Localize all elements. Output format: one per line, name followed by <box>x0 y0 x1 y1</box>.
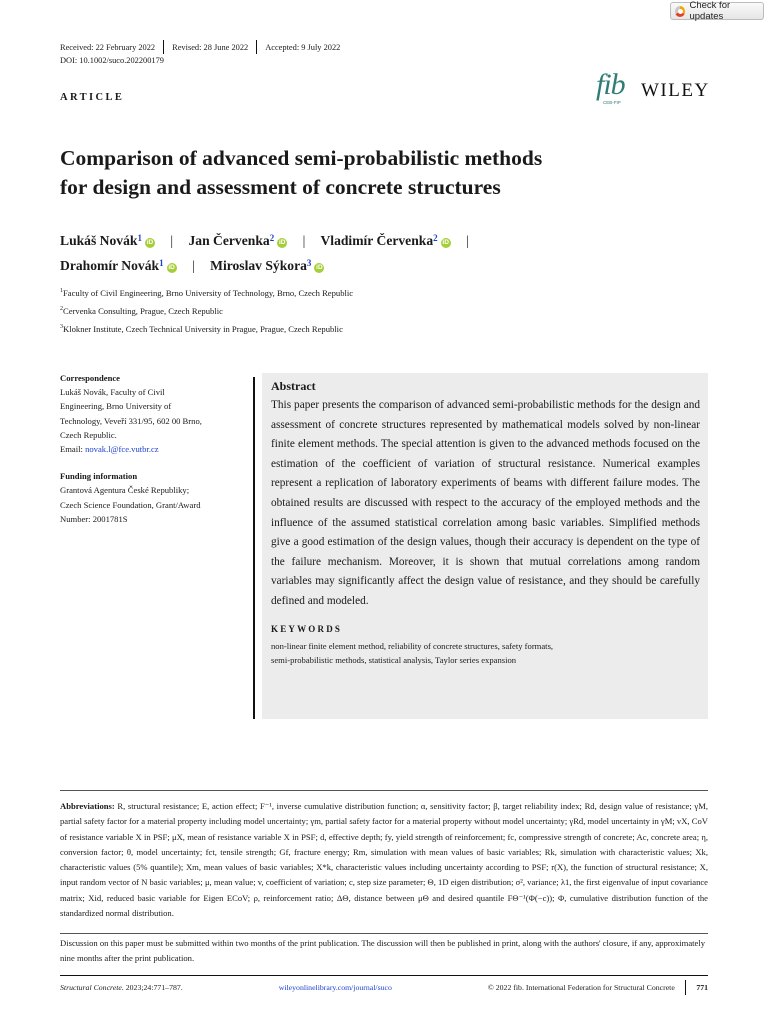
citation: Structural Concrete. 2023;24:771–787. <box>60 983 183 992</box>
journal-link[interactable]: wileyonlinelibrary.com/journal/suco <box>278 983 392 992</box>
footer-rule <box>60 975 708 976</box>
title-line: Comparison of advanced semi-probabilistic methods <box>60 146 543 170</box>
author[interactable]: Drahomír Novák$^1$ <box>60 258 164 273</box>
article-type: ARTICLE <box>60 92 125 103</box>
abstract-box <box>262 373 708 719</box>
abstract-heading: Abstract <box>271 379 316 393</box>
affiliation: $^2$Cervenka Consulting, Prague, Czech Republic <box>60 306 223 316</box>
paper-title <box>60 144 700 202</box>
funding-line: Grantová Agentura České Republiky; <box>60 485 190 496</box>
discussion-note: Discussion on this paper must be submitted within two months of the print publication. The discussion will then be published in print, along with the authors' closure, if any, approximately nine months after the print publication. <box>60 938 706 964</box>
orcid-icon[interactable]: iD <box>278 239 286 246</box>
affiliation: $^1$Faculty of Civil Engineering, Brno University of Technology, Brno, Czech Republic <box>60 288 354 298</box>
divider <box>60 933 708 934</box>
author-separator: | <box>466 233 469 248</box>
author[interactable]: Miroslav Sýkora$^3$ <box>210 258 312 273</box>
title-line: for design and assessment of concrete structures <box>60 175 501 199</box>
correspondence-heading: Correspondence <box>60 373 120 383</box>
divider <box>60 790 708 791</box>
article-dates <box>60 40 340 54</box>
funding-line: Czech Science Foundation, Grant/Award <box>60 499 201 510</box>
divider <box>163 40 164 54</box>
orcid-icon[interactable]: iD <box>442 239 449 246</box>
correspondence-line: Czech Republic. <box>60 429 117 440</box>
sidebar-info <box>60 371 250 526</box>
orcid-icon[interactable]: iD <box>168 264 175 271</box>
author[interactable]: Jan Červenka$^2$ <box>188 233 275 248</box>
funding-heading: Funding information <box>60 471 138 482</box>
abbreviations: Abbreviations: R, structural resistance; E, action effect; F⁻¹, inverse cumulative distribution function; α, sensitivity factor; β, target reliability index; Rd, design value of resistance; γM, partial safety factor for a material property including model uncertainty; γm, partial safety factor for a material property without model uncertainty; γRd, model uncertainty in γM; vX, CoV of resistance variable X in PSF; μX, mean of resistance variable X in PSF; d, effective depth; fy, yield strength of reinforcement; fc, compressive strength of concrete; Ac, concrete area; η, conversion factor; θ, model uncertainty; fct, tensile strength; Gf, fracture energy; Rm, simulation with mean values of basic variables; Rk, simulation with characteristic values; Xk, characteristic values (5% quantile); Xm, mean values of basic variables; X*k, characteristic values including uncertainty according to PSF; r(X), the function of structural resistance; X, input random vector of N basic variables; μ, mean value; v, coefficient of variation; c, step size parameter; Θ, 1D eigen distribution; σ², variance; λ1, the first eigenvalue of input covariance matrix; Xid, reduced basic variable for Eigen ECoV; ρ, reinforcement ratio; ΔΘ, distance between μΘ and desired quantile FΘ⁻¹(Φ(−c)); Φ, cumulative distribution function of the standardized normal distribution. <box>60 801 708 919</box>
crossmark-icon <box>675 6 685 17</box>
wiley-logo: WILEY <box>641 80 710 101</box>
author[interactable]: Lukáš Novák$^1$ <box>60 233 142 248</box>
orcid-icon[interactable]: iD <box>146 239 154 246</box>
keywords-heading: KEYWORDS <box>271 623 343 634</box>
author-separator: | <box>170 233 174 248</box>
doi: DOI: 10.1002/suco.202200179 <box>60 56 164 65</box>
email-link[interactable]: novak.l@fce.vutbr.cz <box>85 444 159 455</box>
revised-date: Revised: 28 June 2022 <box>172 42 249 52</box>
received-date: Received: 22 February 2022 <box>60 42 156 52</box>
author[interactable]: Vladimír Červenka$^2$ <box>320 233 438 248</box>
author-separator: | <box>302 233 306 248</box>
fib-logo: fib <box>596 68 625 101</box>
author-separator: | <box>191 258 195 273</box>
correspondence-line: Technology, Veveří 331/95, 602 00 Brno, <box>60 415 202 426</box>
divider <box>256 40 257 54</box>
copyright: © 2022 fib. International Federation for Structural Concrete <box>487 983 675 992</box>
funding-line: Number: 2001781S <box>60 513 128 524</box>
accepted-date: Accepted: 9 July 2022 <box>265 42 341 52</box>
page-number: 771 <box>696 983 709 992</box>
check-for-updates-label: Check for updates <box>689 0 731 22</box>
keywords: non-linear finite element method, reliability of concrete structures, safety formats, semi-probabilistic methods, statistical analysis, Taylor series expansion <box>271 640 554 665</box>
fib-logo-subtitle: CEB-FIP <box>603 100 621 105</box>
correspondence-line: Engineering, Brno University of <box>60 401 172 412</box>
affiliation: $^3$Klokner Institute, Czech Technical University in Prague, Prague, Czech Republic <box>60 324 343 334</box>
abstract-text: This paper presents the comparison of advanced semi-probabilistic methods for the design and assessment of concrete structures represented by mathematical models solved by non-linear finite element methods. The special attention is given to the advanced methods focused on the estimation of the coefficient of variation of structural resistance. Numerical examples represent a replication of laboratory experiments of beams with different failure modes. The obtained results are discussed with respect to the accuracy of the employed methods and the influence of the assumed statistical correlation among basic variables. Simplified methods give a good estimation of the design values, though their accuracy is dependent on the type of the failure mechanism. Moreover, it is shown that mutual correlations among random variables may significantly affect the design value of resistance, and they should be carefully defined and modeled. <box>271 399 700 607</box>
correspondence-email: Email: novak.l@fce.vutbr.cz <box>60 444 159 455</box>
check-for-updates-button[interactable] <box>670 2 764 20</box>
orcid-icon[interactable]: iD <box>316 264 323 271</box>
correspondence-line: Lukáš Novák, Faculty of Civil <box>60 387 165 398</box>
divider <box>685 980 687 995</box>
page-footer <box>60 980 708 995</box>
abstract-rule <box>253 377 255 719</box>
author-list <box>60 228 700 278</box>
